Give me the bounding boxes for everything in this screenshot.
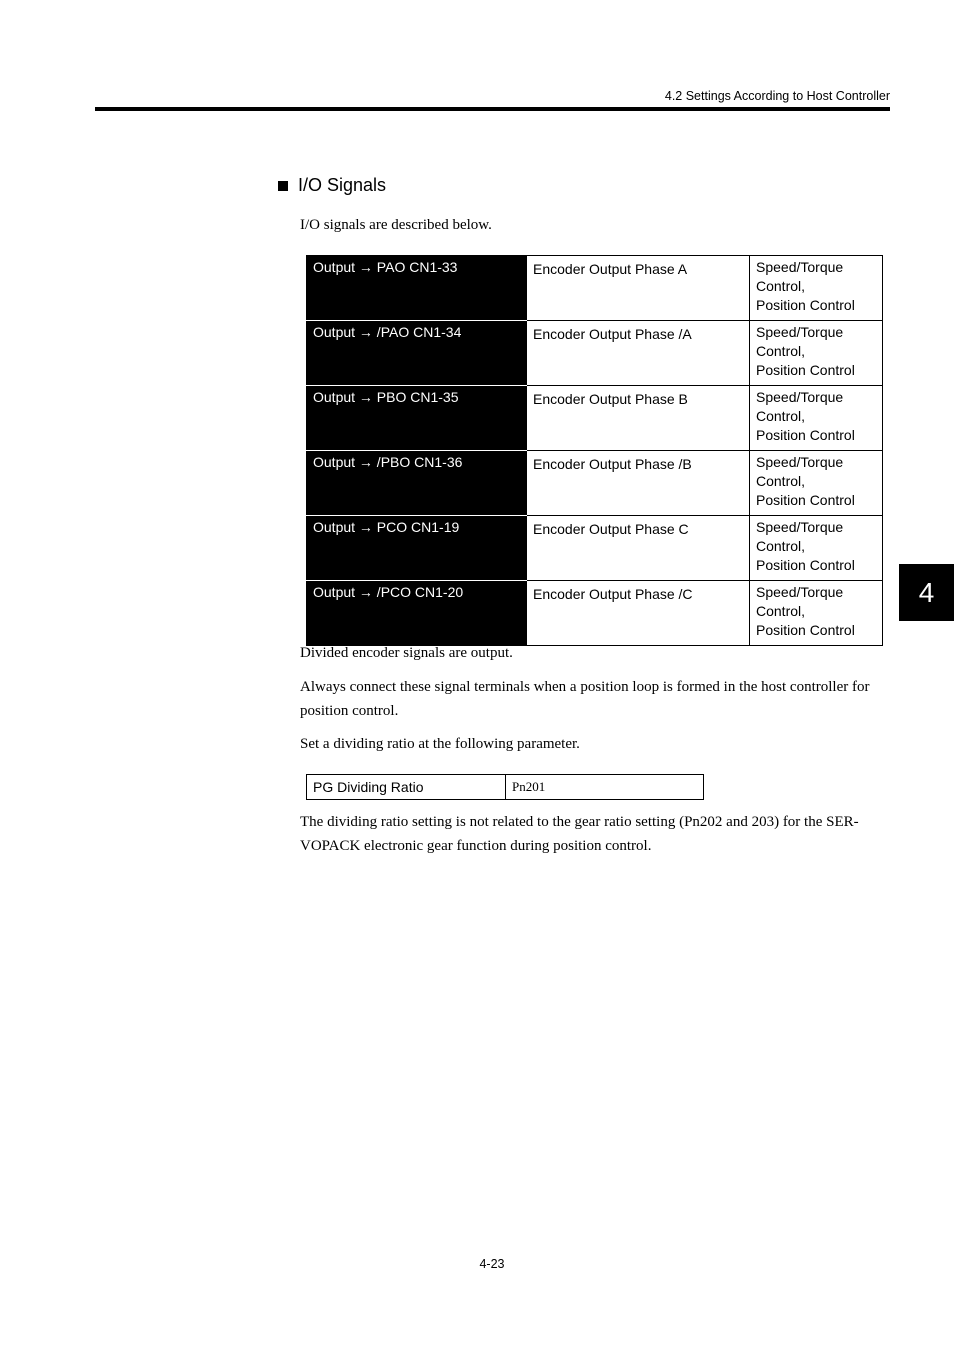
signal-name-cell: Encoder Output Phase /B [527,451,750,516]
parameter-label: PG Dividing Ratio [307,775,506,800]
header-rule [95,107,890,111]
mode-line: Speed/Torque [756,389,844,405]
table-row [307,775,704,800]
page-number: 4-23 [479,1257,505,1271]
table-row [307,516,883,581]
running-header: 4.2 Settings According to Host Controller [664,89,890,103]
signal-cell: Output → /PBO CN1-36 [307,451,527,516]
body-paragraph: Divided encoder signals are output. [300,645,513,661]
signal-name-cell: Encoder Output Phase C [527,516,750,581]
control-mode-cell [750,451,883,516]
table-row [307,451,883,516]
mode-line: Position Control [756,557,855,573]
mode-line: Speed/Torque [756,259,844,275]
mode-line: Control, [756,343,806,359]
parameter-table [306,774,704,800]
signal-cell: Output → PCO CN1-19 [307,516,527,581]
table-row [307,386,883,451]
mode-line: Control, [756,603,806,619]
table-row [307,321,883,386]
control-mode-cell [750,516,883,581]
body-paragraph: The dividing ratio setting is not related to the gear ratio setting (Pn202 and 203) for the SER-VOPACK electronic gear function during position control. [300,814,859,854]
signal-cell: Output → /PCO CN1-20 [307,581,527,646]
intro-text: I/O signals are described below. [300,217,492,233]
signal-name-cell: Encoder Output Phase /C [527,581,750,646]
body-paragraph: Always connect these signal terminals when a position loop is formed in the host controller for position control. [300,679,870,719]
mode-line: Control, [756,408,806,424]
mode-line: Position Control [756,492,855,508]
table-row [307,256,883,321]
mode-line: Control, [756,278,806,294]
body-paragraph: Set a dividing ratio at the following parameter. [300,736,580,752]
mode-line: Control, [756,538,806,554]
signal-cell: Output → PAO CN1-33 [307,256,527,321]
mode-line: Speed/Torque [756,584,844,600]
section-heading [278,175,386,196]
mode-line: Position Control [756,622,855,638]
control-mode-cell [750,581,883,646]
chapter-tab: 4 [899,564,954,621]
mode-line: Position Control [756,297,855,313]
io-signal-table [306,255,883,646]
control-mode-cell [750,386,883,451]
table-row [307,581,883,646]
square-bullet-icon [278,181,288,191]
signal-name-cell: Encoder Output Phase B [527,386,750,451]
parameter-value: Pn201 [506,775,704,800]
mode-line: Speed/Torque [756,454,844,470]
section-title: I/O Signals [298,175,387,195]
mode-line: Speed/Torque [756,324,844,340]
control-mode-cell [750,321,883,386]
mode-line: Control, [756,473,806,489]
signal-cell: Output → /PAO CN1-34 [307,321,527,386]
signal-cell: Output → PBO CN1-35 [307,386,527,451]
signal-name-cell: Encoder Output Phase /A [527,321,750,386]
signal-name-cell: Encoder Output Phase A [527,256,750,321]
control-mode-cell [750,256,883,321]
mode-line: Position Control [756,427,855,443]
mode-line: Speed/Torque [756,519,844,535]
mode-line: Position Control [756,362,855,378]
